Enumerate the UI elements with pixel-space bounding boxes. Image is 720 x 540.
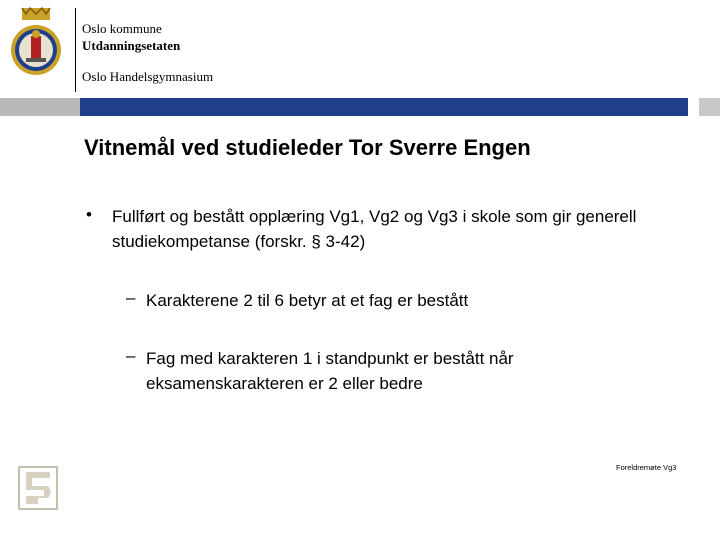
header-bar-end [699,98,720,116]
subbullet-marker: – [126,346,136,365]
org-department: Utdanningsetaten [82,38,181,53]
header-bar-gray [0,98,80,116]
bullet-marker: • [86,205,92,224]
header-divider [75,8,76,92]
school-name: Oslo Handelsgymnasium [82,69,214,84]
header-bar-blue [80,98,688,116]
subbullet-text: Fag med karakteren 1 i standpunkt er bestått når eksamenskarakteren er 2 eller bedre [146,349,514,393]
footer-text: Foreldremøte Vg3 [616,463,677,472]
bullet-text: Fullført og bestått opplæring Vg1, Vg2 og Vg3 i skole som gir generell studiekompetanse (forskr. § 3-42) [112,207,637,251]
org-name: Oslo kommune [82,21,162,36]
subbullet-marker: – [126,288,136,307]
subbullet-text: Karakterene 2 til 6 betyr at et fag er bestått [146,291,469,310]
oslo-emblem-icon [18,466,58,510]
slide-title: Vitnemål ved studieleder Tor Sverre Engen [84,135,531,160]
oslo-coat-of-arms-logo [8,6,64,82]
